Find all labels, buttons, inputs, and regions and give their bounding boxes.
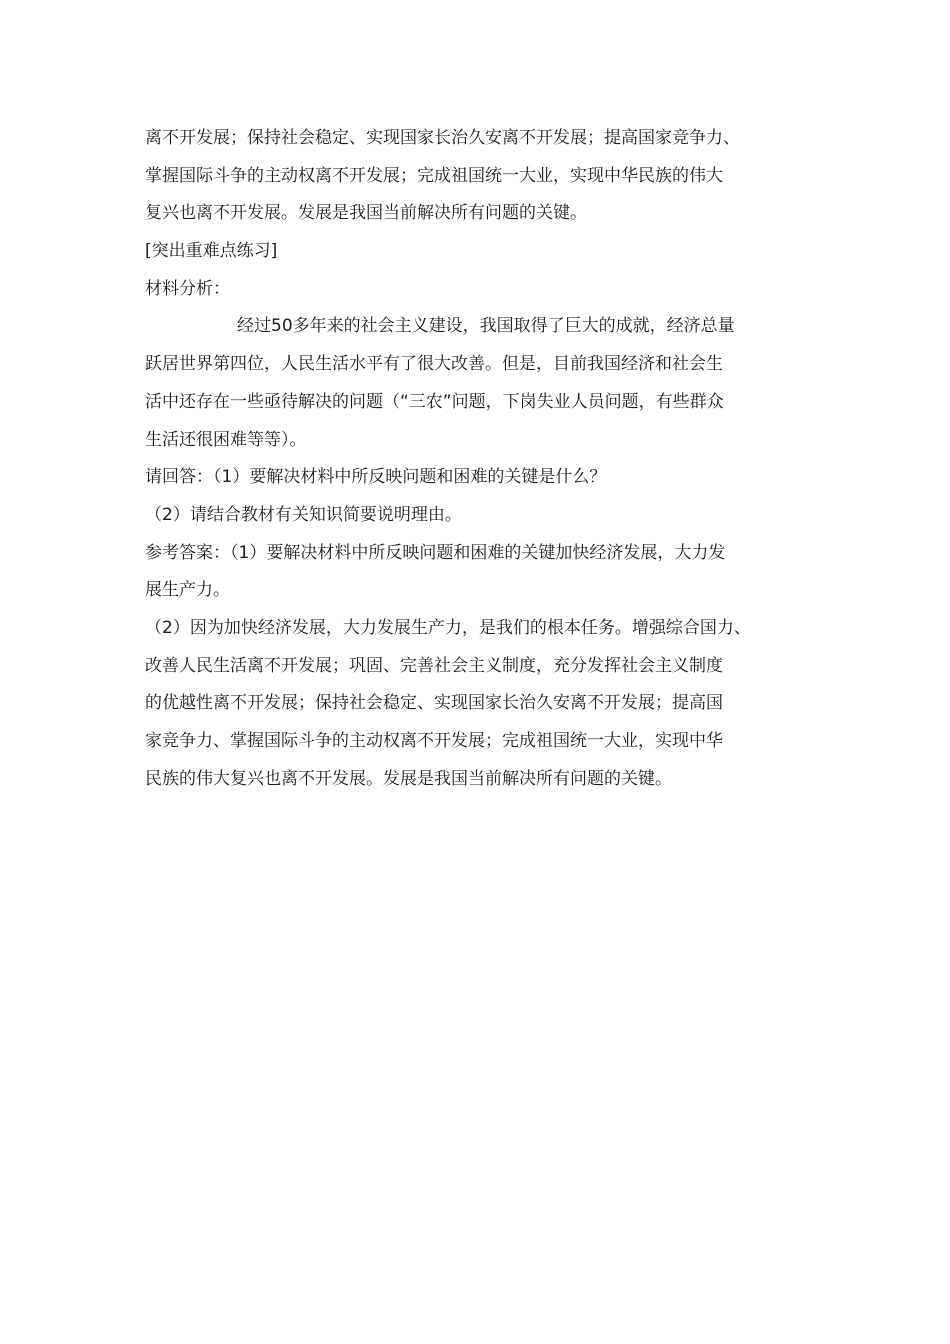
question-2: （2）请结合教材有关知识简要说明理由。 xyxy=(145,504,462,525)
document-body xyxy=(145,120,835,798)
material-line-2: 跃居世界第四位，人民生活水平有了很大改善。但是，目前我国经济和社会生 xyxy=(145,354,723,375)
answer-line-3: （2）因为加快经济发展，大力发展生产力，是我们的根本任务。增强综合国力、 xyxy=(145,617,751,638)
answer-line-5: 的优越性离不开发展；保持社会稳定、实现国家长治久安离不开发展；提高国 xyxy=(145,693,723,714)
material-analysis-label: 材料分析： xyxy=(145,278,230,299)
text-line-3: 复兴也离不开发展。发展是我国当前解决所有问题的关键。 xyxy=(145,203,587,224)
material-line-3: 活中还存在一些亟待解决的问题（“三农”问题，下岗失业人员问题，有些群众 xyxy=(145,391,724,412)
text-line-1: 离不开发展；保持社会稳定、实现国家长治久安离不开发展；提高国家竞争力、 xyxy=(145,128,740,148)
text-line-2: 掌握国际斗争的主动权离不开发展；完成祖国统一大业，实现中华民族的伟大 xyxy=(145,165,723,186)
question-1: 请回答：（1）要解决材料中所反映问题和困难的关键是什么？ xyxy=(145,467,607,488)
answer-line-6: 家竞争力、掌握国际斗争的主动权离不开发展；完成祖国统一大业，实现中华 xyxy=(145,731,723,751)
answer-line-1: 参考答案：（1）要解决材料中所反映问题和困难的关键加快经济发展，大力发 xyxy=(145,542,726,563)
material-line-4: 生活还很困难等等）。 xyxy=(145,429,307,450)
answer-line-2: 展生产力。 xyxy=(145,580,230,601)
material-line-1: 经过50多年来的社会主义建设，我国取得了巨大的成就，经济总量 xyxy=(237,316,735,337)
section-heading: [突出重难点练习] xyxy=(145,241,278,262)
answer-line-4: 改善人民生活离不开发展；巩固、完善社会主义制度，充分发挥社会主义制度 xyxy=(145,655,723,676)
answer-line-7: 民族的伟大复兴也离不开发展。发展是我国当前解决所有问题的关键。 xyxy=(145,768,672,789)
